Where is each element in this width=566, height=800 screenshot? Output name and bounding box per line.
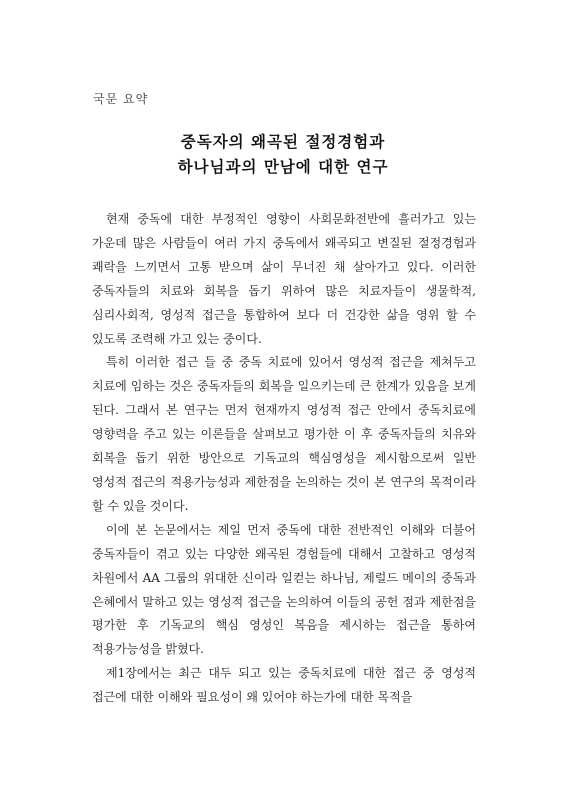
abstract-label: 국문 요약 bbox=[93, 92, 149, 106]
abstract-paragraph-2: 특히 이러한 접근 들 중 중독 치료에 있어서 영성적 접근을 제쳐두고 치료에 임하는 것은 중독자들의 회복을 일으키는데 큰 한계가 있음을 보게 된다. 그래서 본 연구는 먼저 현재까지 영성적 접근 안에서 중독치료에 영향력을 주고 있는 이론들을 살펴보고 평가한 이 후 중독자들의 치유와 회복을 돕기 위한 방안으로 기독교의 핵심영성을 제시함으로써 일반 영성적 접근의 적용가능성과 제한점을 논의하는 것이 본 연구의 목적이라 할 수 있을 것이다. bbox=[92, 355, 476, 513]
thesis-title-line-1: 중독자의 왜곡된 절정경험과 bbox=[180, 132, 386, 151]
abstract-paragraph-1: 현재 중독에 대한 부정적인 영향이 사회문화전반에 흘러가고 있는 가운데 많은 사람들이 여러 가지 중독에서 왜곡되고 변질된 절정경험과 쾌락을 느끼면서 고통 받으며 삶이 무너진 채 살아가고 있다. 이러한 중독자들의 치료와 회복을 돕기 위하여 많은 치료자들이 생물학적, 심리사회적, 영성적 접근을 통합하여 보다 더 건강한 삶을 영위 할 수 있도록 조력해 가고 있는 중이다. bbox=[92, 212, 476, 346]
abstract-paragraph-4: 제1장에서는 최근 대두 되고 있는 중독치료에 대한 접근 중 영성적 접근에 대한 이해와 필요성이 왜 있어야 하는가에 대한 목적을 bbox=[92, 666, 476, 705]
abstract-body bbox=[92, 208, 476, 710]
abstract-paragraph-3: 이에 본 논문에서는 제일 먼저 중독에 대한 전반적인 이해와 더불어 중독자들이 겪고 있는 다양한 왜곡된 경험들에 대해서 고찰하고 영성적 차원에서 AA 그룹의 위대한 신이라 일컫는 하나님, 제럴드 메이의 중독과 은혜에서 말하고 있는 영성적 접근을 논의하여 이들의 공헌 점과 제한점을 평가한 후 기독교의 핵심 영성인 복음을 제시하는 접근을 통하여 적용가능성을 밝혔다. bbox=[92, 522, 476, 657]
thesis-title-line-2: 하나님과의 만남에 대한 연구 bbox=[177, 157, 389, 176]
